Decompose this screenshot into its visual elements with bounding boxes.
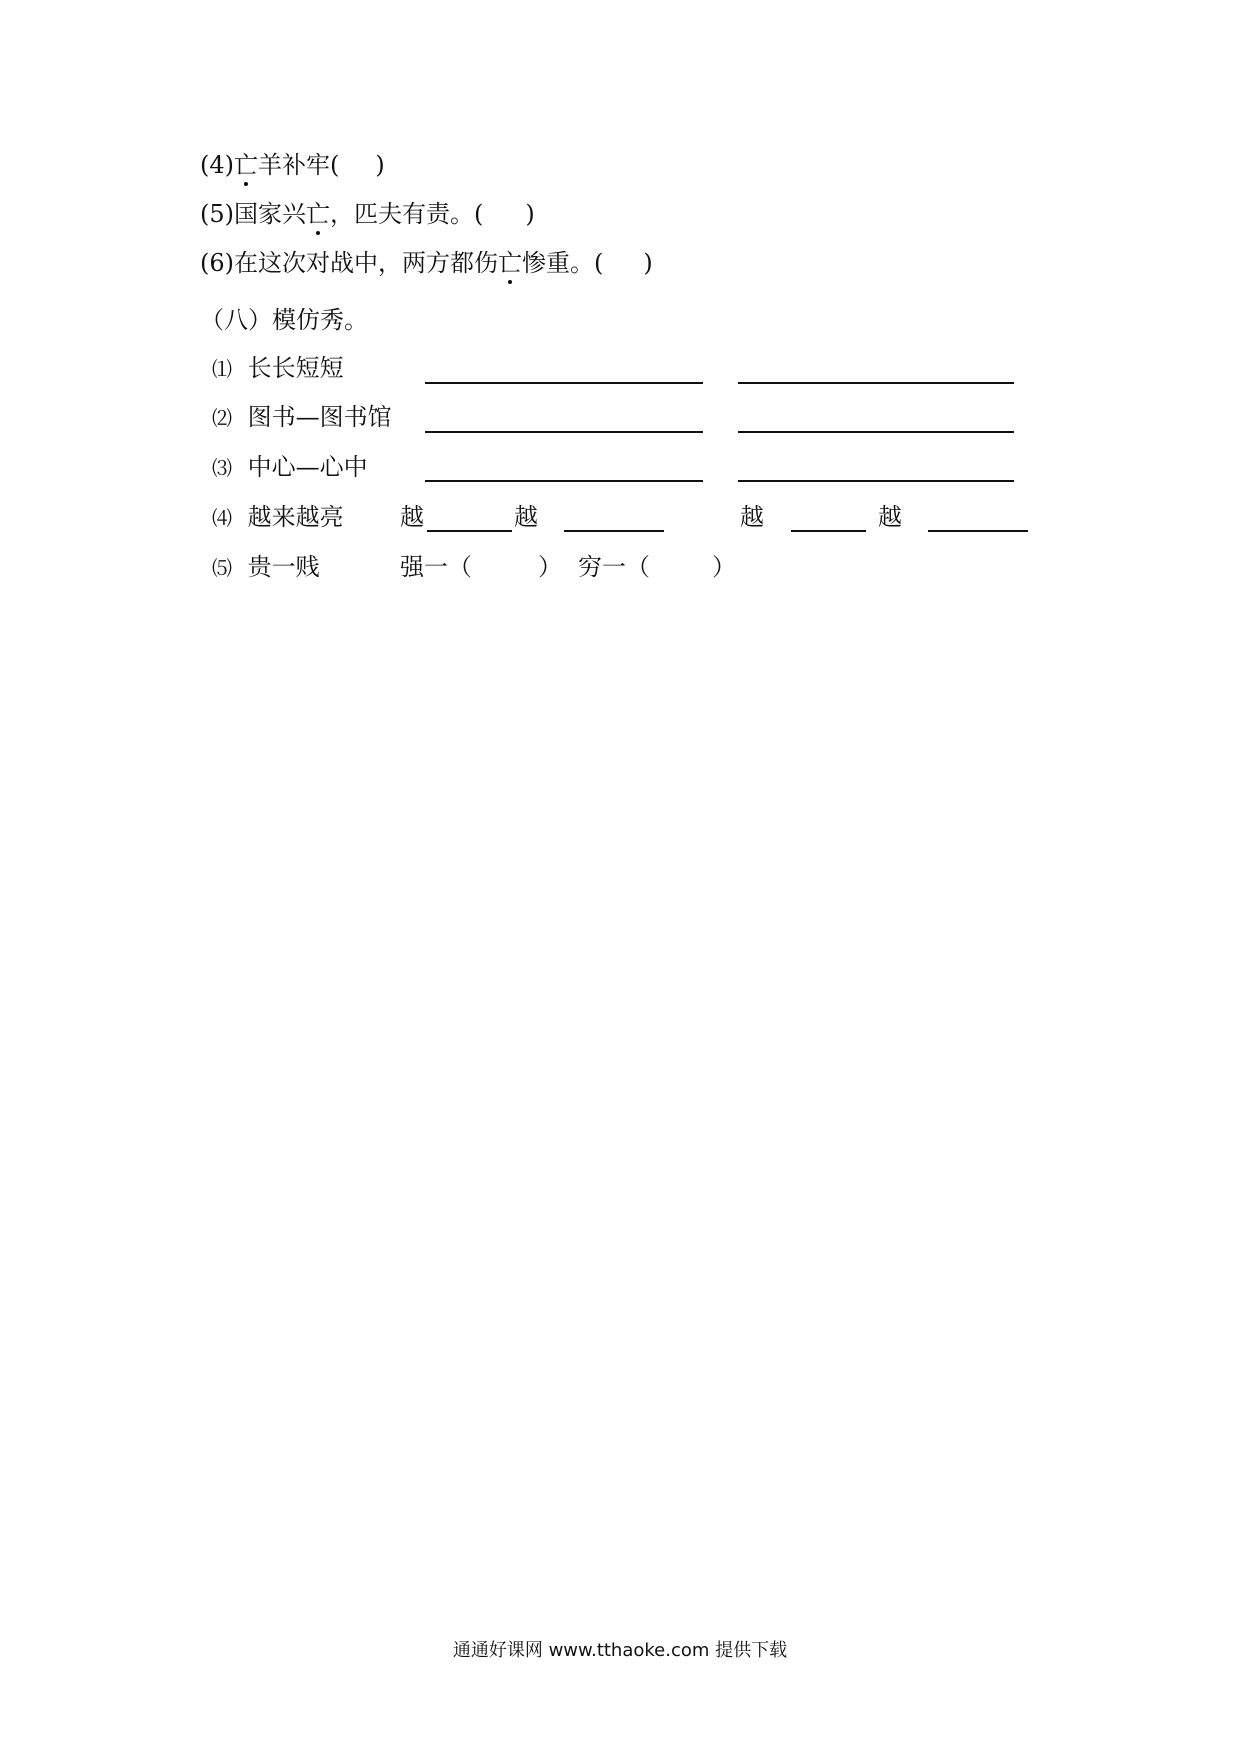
example-word: 图书—图书馆 [247,403,392,431]
answer-line[interactable] [564,530,664,532]
example-word: 长长短短 [247,354,344,382]
item-number: ⑵ [212,406,232,430]
answer-line[interactable] [425,431,703,433]
item-close-paren: ) [525,200,535,228]
yue-label: 越 [514,503,538,531]
answer-line[interactable] [427,530,512,532]
q8-item-1 [212,353,344,384]
q8-heading: （八）模仿秀。 [200,306,368,334]
q7-item-5 [200,199,535,229]
item-number: ⑴ [212,357,232,381]
yue-label: 越 [740,503,764,531]
answer-line[interactable] [738,382,1014,384]
dotted-character: 亡 [498,249,522,277]
antonym-prompt-b: 穷一（ [578,553,650,581]
footer-text: 通通好课网 www.tthaoke.com 提供下载 [452,1640,788,1661]
item-close-paren: ) [375,151,385,179]
item-number: (4) [200,151,234,179]
q8-item-4 [212,502,344,533]
answer-line[interactable] [928,530,1028,532]
example-word: 贵一贱 [247,553,320,581]
dotted-character: 亡 [234,151,258,179]
q8-item-5 [212,552,320,583]
answer-line[interactable] [425,480,703,482]
example-word: 越来越亮 [247,503,344,531]
item-text-pre: 在这次对战中，两方都伤 [234,249,498,277]
answer-line[interactable] [791,530,866,532]
q7-item-4 [200,150,385,180]
close-paren: ） [538,553,562,581]
item-number: ⑸ [212,556,232,580]
item-close-paren: ) [643,249,653,277]
q7-item-6 [200,248,653,278]
item-number: (6) [200,249,234,277]
item-number: ⑶ [212,456,232,480]
item-text: 羊补牢( [258,151,340,179]
answer-line[interactable] [425,382,703,384]
yue-label: 越 [400,503,424,531]
dotted-character: 亡 [306,200,330,228]
q8-item-2 [212,402,392,433]
yue-label: 越 [878,503,902,531]
item-number: (5) [200,200,234,228]
item-text: ，匹夫有责。( [330,200,484,228]
item-text-pre: 国家兴 [234,200,306,228]
answer-line[interactable] [738,480,1014,482]
q8-item-3 [212,452,368,483]
answer-line[interactable] [738,431,1014,433]
item-text: 惨重。( [522,249,604,277]
close-paren: ） [712,553,736,581]
antonym-prompt-a: 强一（ [400,553,472,581]
item-number: ⑷ [212,506,232,530]
example-word: 中心—心中 [247,453,368,481]
